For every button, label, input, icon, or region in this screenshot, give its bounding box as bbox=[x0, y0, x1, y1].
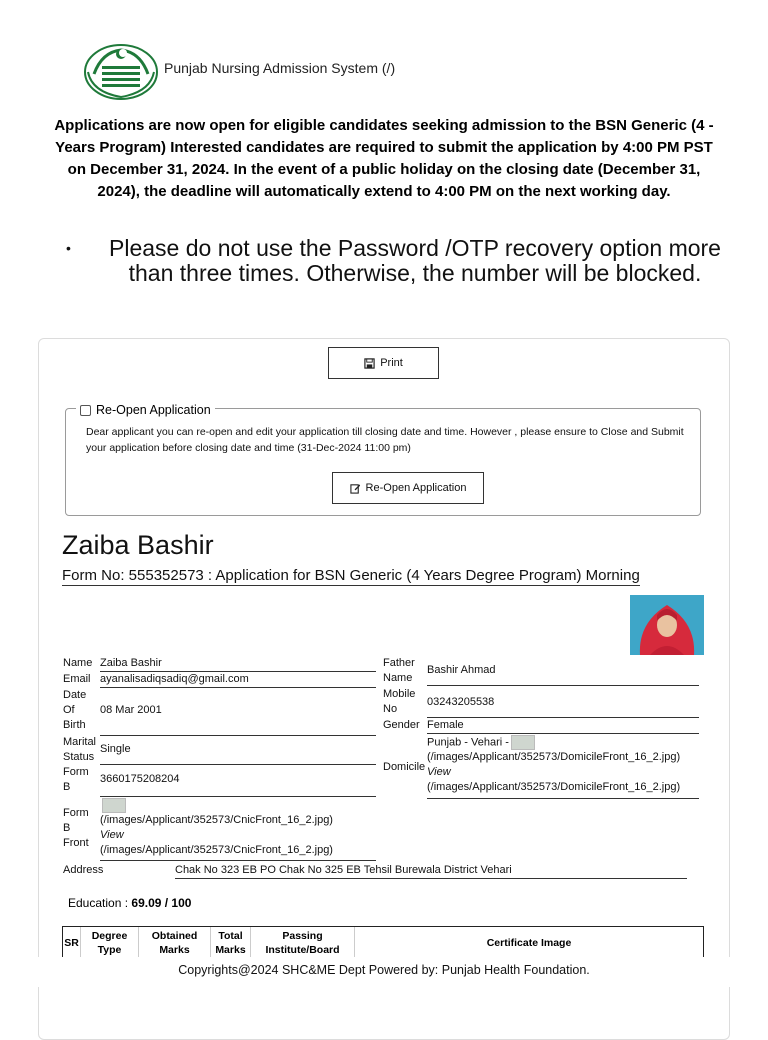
save-icon bbox=[364, 358, 375, 369]
otp-warning bbox=[66, 236, 726, 286]
form-number-line: Form No: 555352573 : Application for BSN Generic (4 Years Degree Program) Morning bbox=[62, 567, 640, 584]
otp-warning-text: Please do not use the Password /OTP recovery option more than three times. Otherwise, the number will be blocked. bbox=[109, 235, 721, 286]
name-value: Zaiba Bashir bbox=[100, 656, 376, 672]
father-label: Father Name bbox=[383, 657, 415, 684]
domicile-thumbnail[interactable] bbox=[511, 735, 535, 750]
col-sr: SR bbox=[63, 927, 81, 959]
col-passing-board: Passing Institute/Board bbox=[251, 927, 355, 959]
father-value: Bashir Ahmad bbox=[427, 663, 699, 686]
gender-value: Female bbox=[427, 718, 699, 734]
footer: Copyrights@2024 SHC&ME Dept Powered by: Punjab Health Foundation. bbox=[0, 957, 768, 987]
formb-front-label: Form B Front bbox=[63, 807, 89, 849]
address-value: Chak No 323 EB PO Chak No 325 EB Tehsil Burewala District Vehari bbox=[175, 863, 687, 879]
education-summary: Education : 69.09 / 100 bbox=[68, 896, 192, 910]
dob-label: Date Of Birth bbox=[63, 689, 87, 731]
applicant-photo bbox=[630, 595, 704, 655]
domicile-value: Punjab - Vehari - (/images/Applicant/352573/DomicileFront_16_2.jpg) View (/images/Applicant/352573/DomicileFront_16_2.jpg) bbox=[427, 735, 699, 799]
col-obtained-marks: Obtained Marks bbox=[139, 927, 211, 959]
col-certificate-image: Certificate Image bbox=[486, 937, 572, 949]
domicile-label: Domicile bbox=[383, 761, 426, 773]
mobile-value: 03243205538 bbox=[427, 695, 699, 718]
edit-icon bbox=[350, 483, 361, 494]
site-title[interactable]: Punjab Nursing Admission System (/) bbox=[164, 60, 396, 76]
mobile-label: Mobile No bbox=[383, 688, 416, 715]
reopen-checkbox[interactable] bbox=[80, 405, 91, 416]
cnic-thumbnail[interactable] bbox=[102, 798, 126, 813]
address-label: Address bbox=[63, 864, 104, 876]
name-label: Name bbox=[63, 657, 93, 669]
col-total-marks: Total Marks bbox=[211, 927, 251, 959]
reopen-application-button[interactable]: Re-Open Application bbox=[332, 472, 484, 504]
marital-value: Single bbox=[100, 742, 376, 765]
reopen-description: Dear applicant you can re-open and edit your application till closing date and time. However , please ensure to Close and Submit your application before closing date and time (31-Dec-2024 11:00 pm) bbox=[86, 426, 684, 454]
dob-value: 08 Mar 2001 bbox=[100, 703, 376, 736]
print-button[interactable]: Print bbox=[328, 347, 439, 379]
formb-label: Form B bbox=[63, 766, 89, 793]
education-table bbox=[62, 926, 704, 958]
punjab-logo bbox=[82, 42, 160, 100]
formb-value: 3660175208204 bbox=[100, 772, 376, 797]
bullet: • bbox=[66, 240, 71, 256]
gender-label: Gender bbox=[383, 719, 420, 731]
col-degree-type: Degree Type bbox=[81, 927, 139, 959]
marital-label: Marital Status bbox=[63, 736, 97, 763]
reopen-legend[interactable]: Re-Open Application bbox=[76, 403, 215, 417]
admission-notice: Applications are now open for eligible candidates seeking admission to the BSN Generic (4 -Years Program) Interested candidates are required to submit the application by 4:00 PM PST on December 31, 2024. In the event of a public holiday on the closing date (December 31, 2024), the deadline will automatically extend to 4:00 PM on the next working day. bbox=[54, 117, 714, 200]
formb-front-value: (/images/Applicant/352573/CnicFront_16_2.jpg) View (/images/Applicant/352573/CnicFront_16_2.jpg) bbox=[100, 798, 376, 861]
email-value: ayanalisadiqsadiq@gmail.com bbox=[100, 672, 376, 688]
applicant-name-heading: Zaiba Bashir bbox=[62, 530, 214, 560]
email-label: Email bbox=[63, 673, 91, 685]
